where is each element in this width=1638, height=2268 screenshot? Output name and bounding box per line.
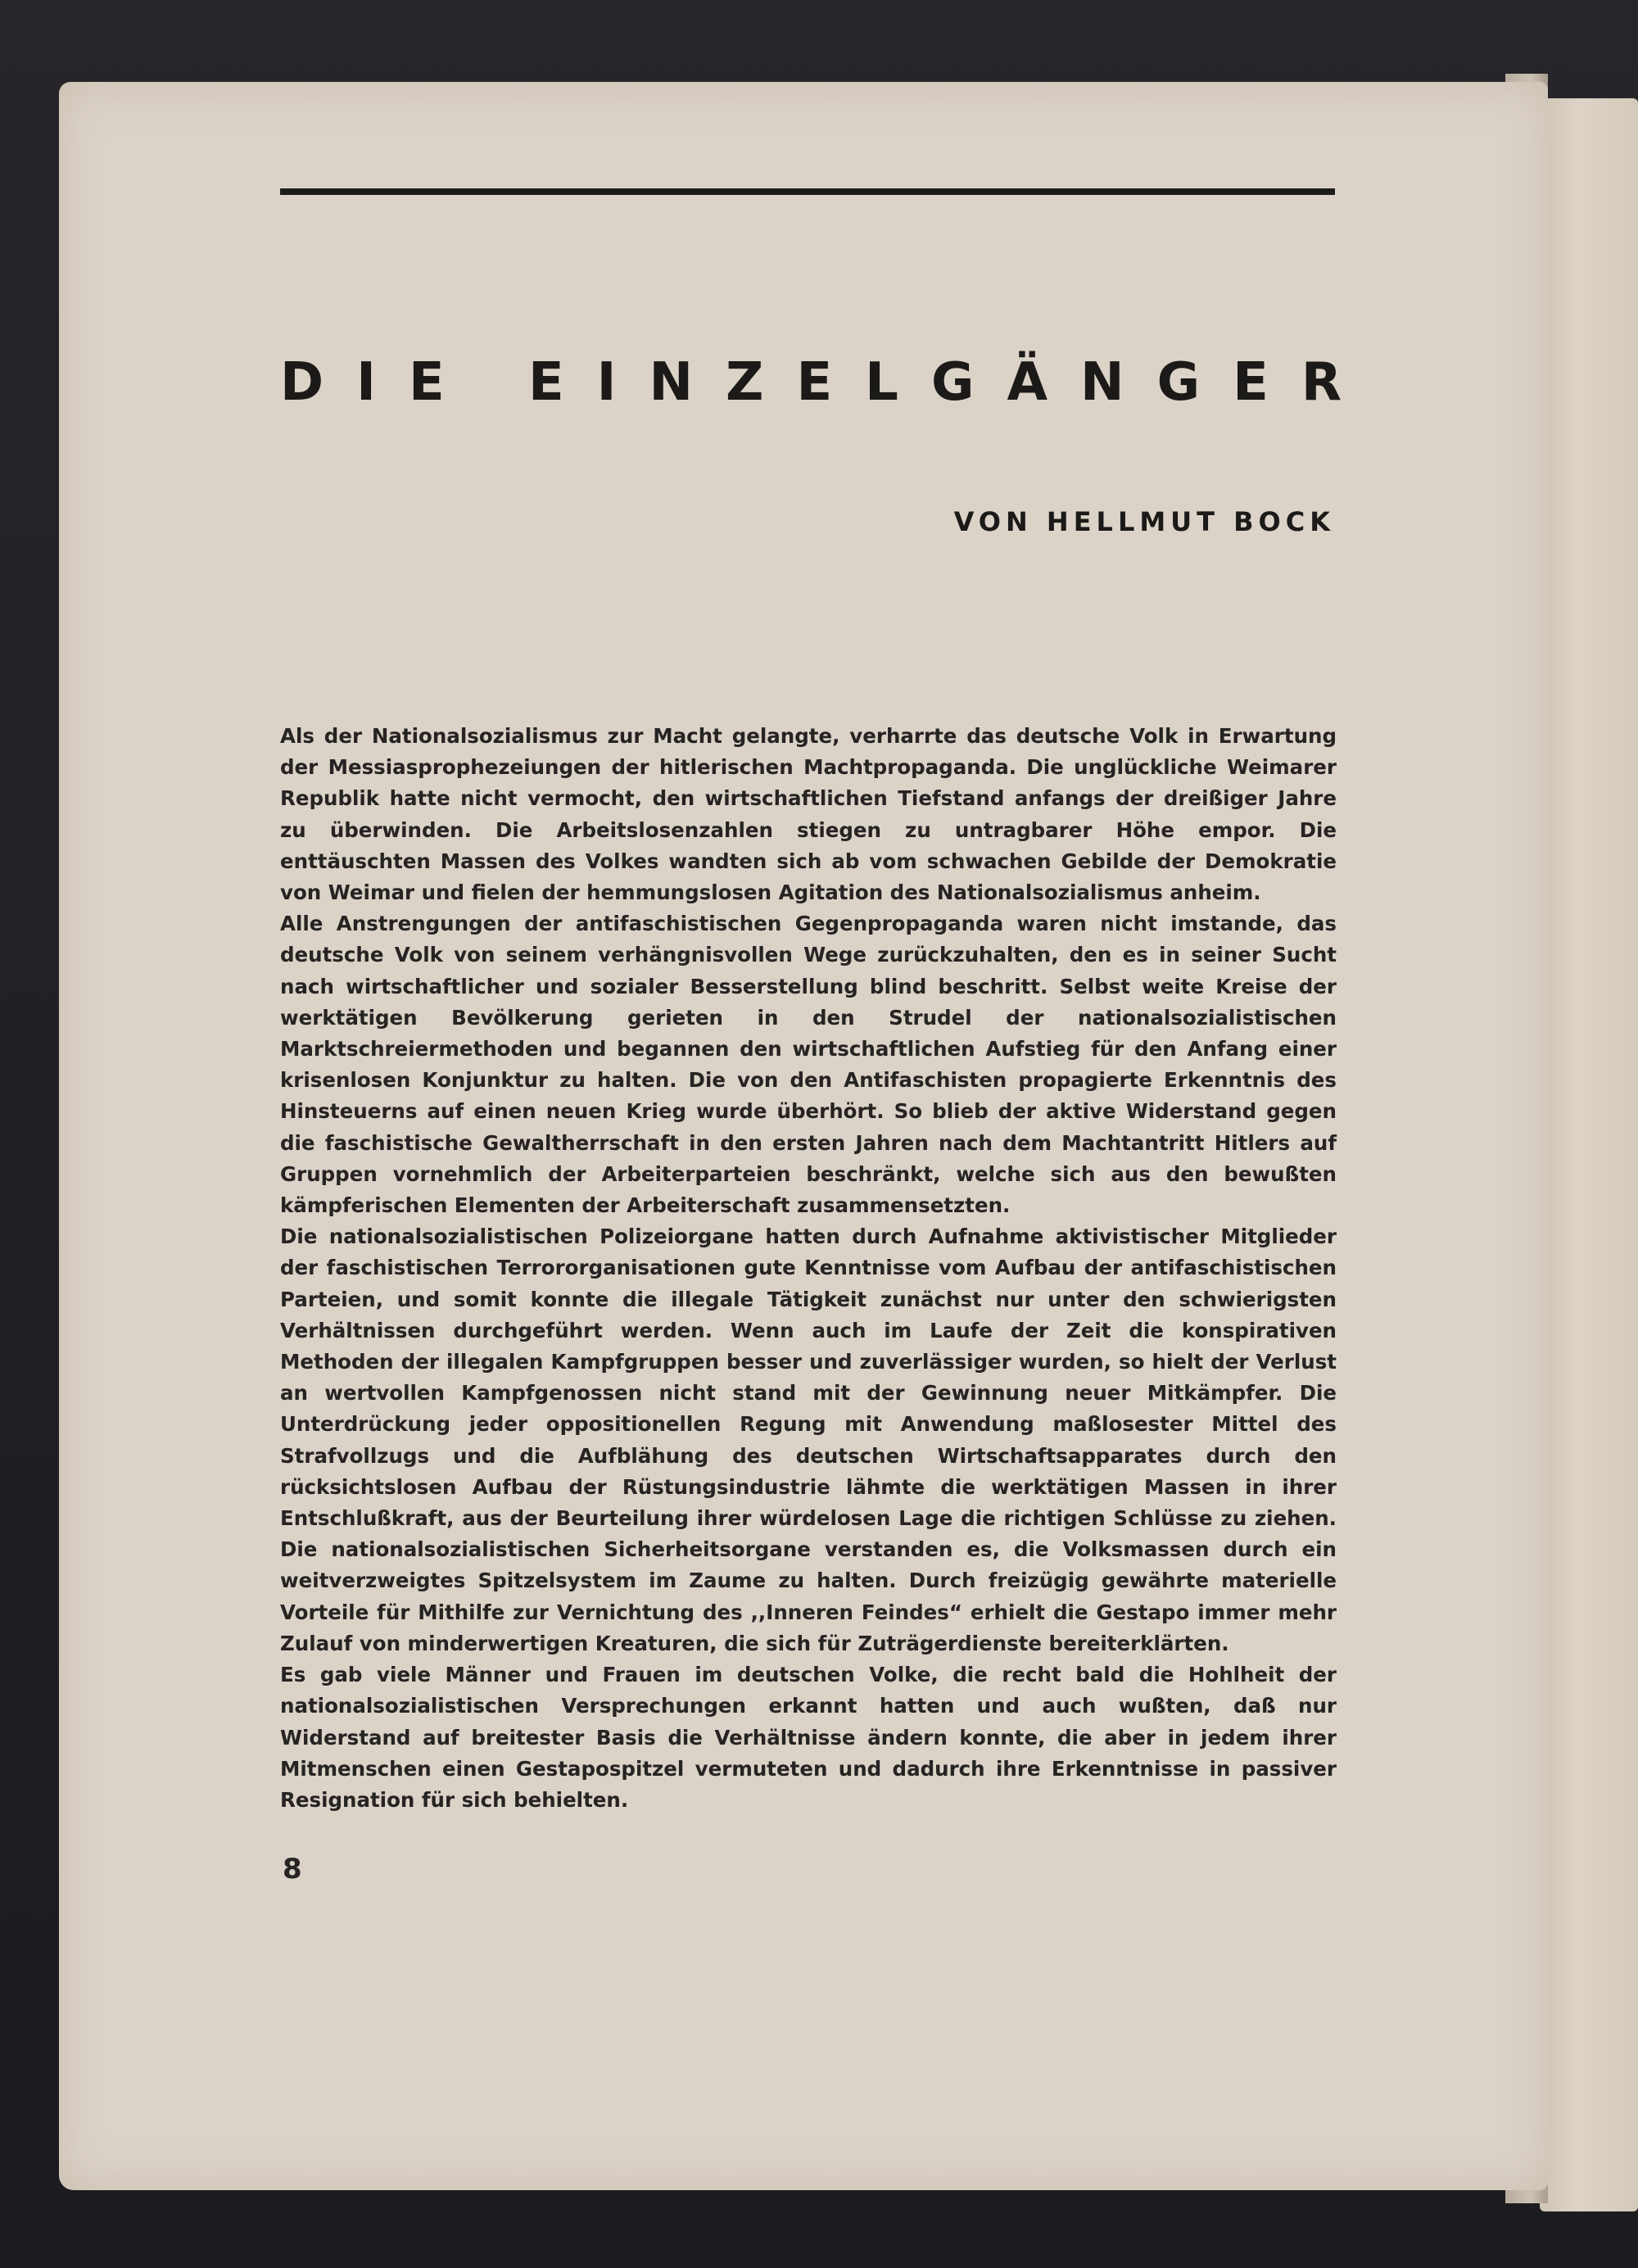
header-rule — [280, 188, 1335, 195]
page-number: 8 — [283, 1853, 302, 1885]
article-title: DIE EINZELGÄNGER — [280, 352, 1375, 413]
paragraph: Als der Nationalsozialismus zur Macht gelangte, verharrte das deutsche Volk in Erwartung der Messiasprophezeiungen der hitlerischen Machtpropaganda. Die unglückliche Weimarer Republik hatte nicht vermocht, den wirtschaftlichen Tiefstand anfangs der dreißiger Jahre zu überwinden. Die Arbeitslosenzahlen stiegen zu untragbarer Höhe empor. Die enttäuschten Massen des Volkes wandten sich ab vom schwachen Gebilde der Demokratie von Weimar und fielen der hemmungslosen Agitation des Nationalsozialismus anheim. — [280, 724, 1337, 905]
paragraph: Es gab viele Männer und Frauen im deutschen Volke, die recht bald die Hohlheit der nationalsozialistischen Versprechungen erkannt hatten und auch wußten, daß nur Widerstand auf breitester Basis die Verhältnisse ändern konnte, die aber in jedem ihrer Mitmenschen einen Gestapospitzel vermuteten und dadurch ihre Erkenntnisse in passiver Resignation für sich behielten. — [280, 1663, 1337, 1812]
article-body — [280, 721, 1337, 1816]
paragraph: Alle Anstrengungen der antifaschistischen Gegenpropaganda waren nicht imstande, das deutsche Volk von seinem verhängnisvollen Wege zurückzuhalten, den es in seiner Sucht nach wirtschaftlicher und sozialer Besserstellung blind beschritt. Selbst weite Kreise der werktätigen Bevölkerung gerieten in den Strudel der nationalsozialistischen Marktschreiermethoden und begannen den wirtschaftlichen Aufstieg für den Anfang einer krisenlosen Konjunktur zu halten. Die von den Antifaschisten propagierte Erkenntnis des Hinsteuerns auf einen neuen Krieg wurde überhört. So blieb der aktive Widerstand gegen die faschistische Gewaltherrschaft in den ersten Jahren nach dem Machtantritt Hitlers auf Gruppen vornehmlich der Arbeiterparteien beschränkt, welche sich aus den bewußten kämpferischen Elementen der Arbeiterschaft zusammensetzten. — [280, 912, 1337, 1218]
article-author: VON HELLMUT BOCK — [953, 506, 1335, 537]
paragraph: Die nationalsozialistischen Polizeiorgane hatten durch Aufnahme aktivistischer Mitglieder der faschistischen Terrororganisationen gute Kenntnisse vom Aufbau der antifaschistischen Parteien, und somit konnte die illegale Tätigkeit zunächst nur unter den schwierigsten Verhältnissen durchgeführt werden. Wenn auch im Laufe der Zeit die konspirativen Methoden der illegalen Kampfgruppen besser und zuverlässiger wurden, so hielt der Verlust an wertvollen Kampfgenossen nicht stand mit der Gewinnung neuer Mitkämpfer. Die Unterdrückung jeder oppositionellen Regung mit Anwendung maßlosester Mittel des Strafvollzugs und die Aufblähung des deutschen Wirtschaftsapparates durch den rücksichtslosen Aufbau der Rüstungsindustrie lähmte die werktätigen Massen in ihrer Entschlußkraft, aus der Beurteilung ihrer würdelosen Lage die richtigen Schlüsse zu ziehen. Die nationalsozialistischen Sicherheitsorgane verstanden es, die Volksmassen durch ein weitverzweigtes Spitzelsystem im Zaume zu halten. Durch freizügig gewährte materielle Vorteile für Mithilfe zur Vernichtung des ,,Inneren Feindes“ erhielt die Gestapo immer mehr Zulauf von minderwertigen Kreaturen, die sich für Zuträgerdienste bereiterklärten. — [280, 1225, 1337, 1655]
adjacent-page — [1540, 98, 1638, 2211]
